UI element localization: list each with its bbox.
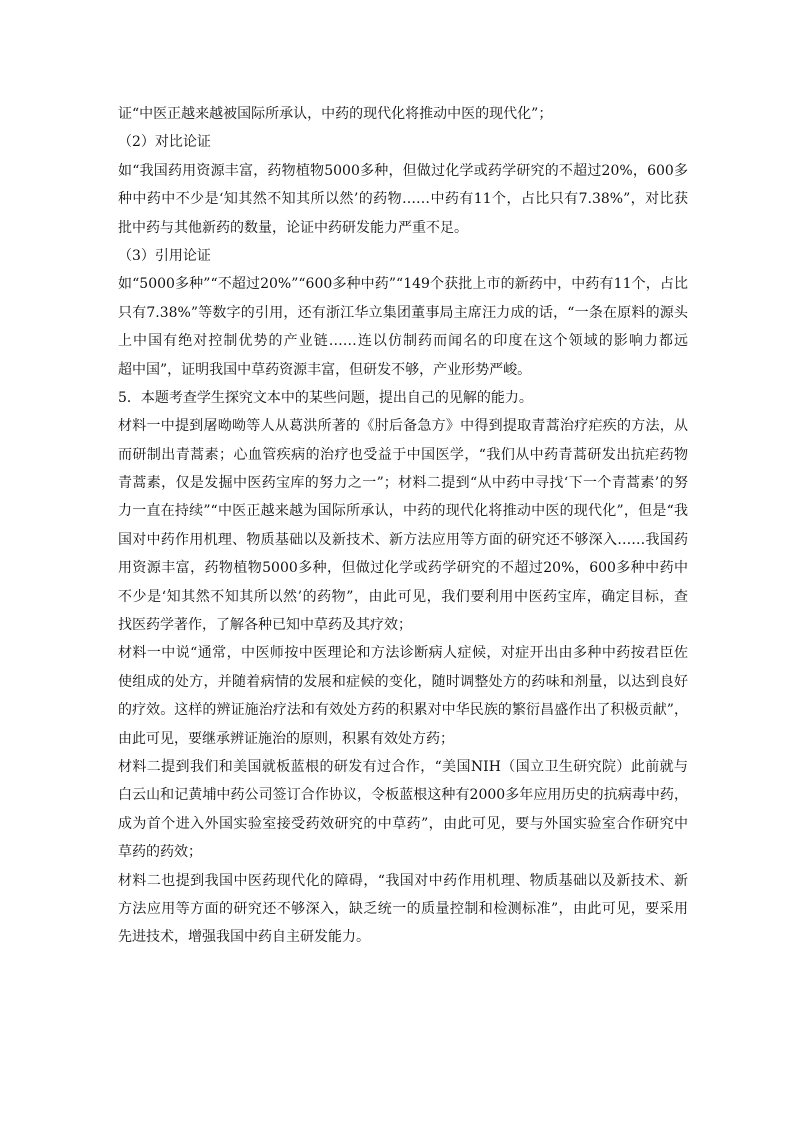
text-line: 的疗效。这样的辨证施治疗法和有效处方药的积累对中华民族的繁衍昌盛作出了积极贡献”， (118, 702, 688, 719)
text-line: 成为首个进入外国实验室接受药效研究的中草药”，由此可见，要与外国实验室合作研究中 (118, 815, 688, 832)
text-line: 用资源丰富，药物植物5000多种，但做过化学或药学研究的不超过20%，600多种中药中 (118, 560, 688, 577)
text-line: 找医药学著作，了解各种已知中草药及其疗效； (118, 617, 412, 634)
text-line: 青蒿素，仅是发掘中医药宝库的努力之一”；材料二提到“从中药中寻找‘下一个青蒿素’的努 (118, 475, 688, 492)
text-line: 国对中药作用机理、物质基础以及新技术、新方法应用等方面的研究还不够深入……我国药 (118, 531, 688, 548)
text-line: 白云山和记黄埔中药公司签订合作协议，令板蓝根这种有2000多年应用历史的抗病毒中药， (118, 787, 688, 804)
text-line: 超中国”，证明我国中草药资源丰富，但研发不够，产业形势严峻。 (118, 361, 532, 378)
text-line: 而研制出青蒿素；心血管疾病的治疗也受益于中国医学，“我们从中药青蒿研发出抗疟药物 (118, 446, 688, 463)
text-line: 使组成的处方，并随着病情的发展和症候的变化，随时调整处方的药味和剂量，以达到良好 (118, 673, 688, 690)
text-line: 材料二提到我们和美国就板蓝根的研发有过合作，“美国NIH（国立卫生研究院）此前就与 (118, 758, 688, 775)
text-line: 只有7.38%”等数字的引用，还有浙江华立集团董事局主席汪力成的话，“一条在原料的源头 (118, 304, 688, 321)
text-line: （2）对比论证 (118, 134, 211, 151)
text-line: 材料一中说“通常，中医师按中医理论和方法诊断病人症候，对症开出由多种中药按君臣佐 (118, 645, 688, 662)
text-line: 种中药中不少是‘知其然不知其所以然’的药物……中药有11个，占比只有7.38%”，对比获 (118, 191, 688, 208)
text-line: （3）引用论证 (118, 247, 211, 264)
text-line: 先进技术，增强我国中药自主研发能力。 (118, 929, 370, 946)
text-line: 不少是‘知其然不知其所以然’的药物”，由此可见，我们要利用中医药宝库，确定目标，查 (118, 588, 688, 605)
text-line: 草药的药效； (118, 844, 202, 861)
text-line: 批中药与其他新药的数量，论证中药研发能力严重不足。 (118, 219, 468, 236)
text-line: 力一直在持续”“中医正越来越为国际所承认，中药的现代化将推动中医的现代化”，但是“我 (118, 503, 688, 520)
text-line: 如“我国药用资源丰富，药物植物5000多种，但做过化学或药学研究的不超过20%，600多 (118, 162, 688, 179)
text-line: 由此可见，要继承辨证施治的原则，积累有效处方药； (118, 730, 454, 747)
text-line: 如“5000多种”“不超过20%”“600多种中药”“149个获批上市的新药中，中药有11个，占比 (118, 276, 688, 293)
text-line: 5．本题考查学生探究文本中的某些问题，提出自己的见解的能力。 (118, 389, 533, 406)
text-line: 材料一中提到屠呦呦等人从葛洪所著的《肘后备急方》中得到提取青蒿治疗疟疾的方法，从 (118, 418, 688, 435)
text-line: 上中国有绝对控制优势的产业链……连以仿制药而闻名的印度在这个领域的影响力都远 (118, 333, 688, 350)
text-line: 证“中医正越来越被国际所承认，中药的现代化将推动中医的现代化”； (118, 106, 553, 122)
text-line: 材料二也提到我国中医药现代化的障碍，“我国对中药作用机理、物质基础以及新技术、新 (118, 872, 688, 889)
document-body (118, 100, 688, 952)
text-line: 方法应用等方面的研究还不够深入，缺乏统一的质量控制和检测标准”，由此可见，要采用 (118, 900, 688, 917)
